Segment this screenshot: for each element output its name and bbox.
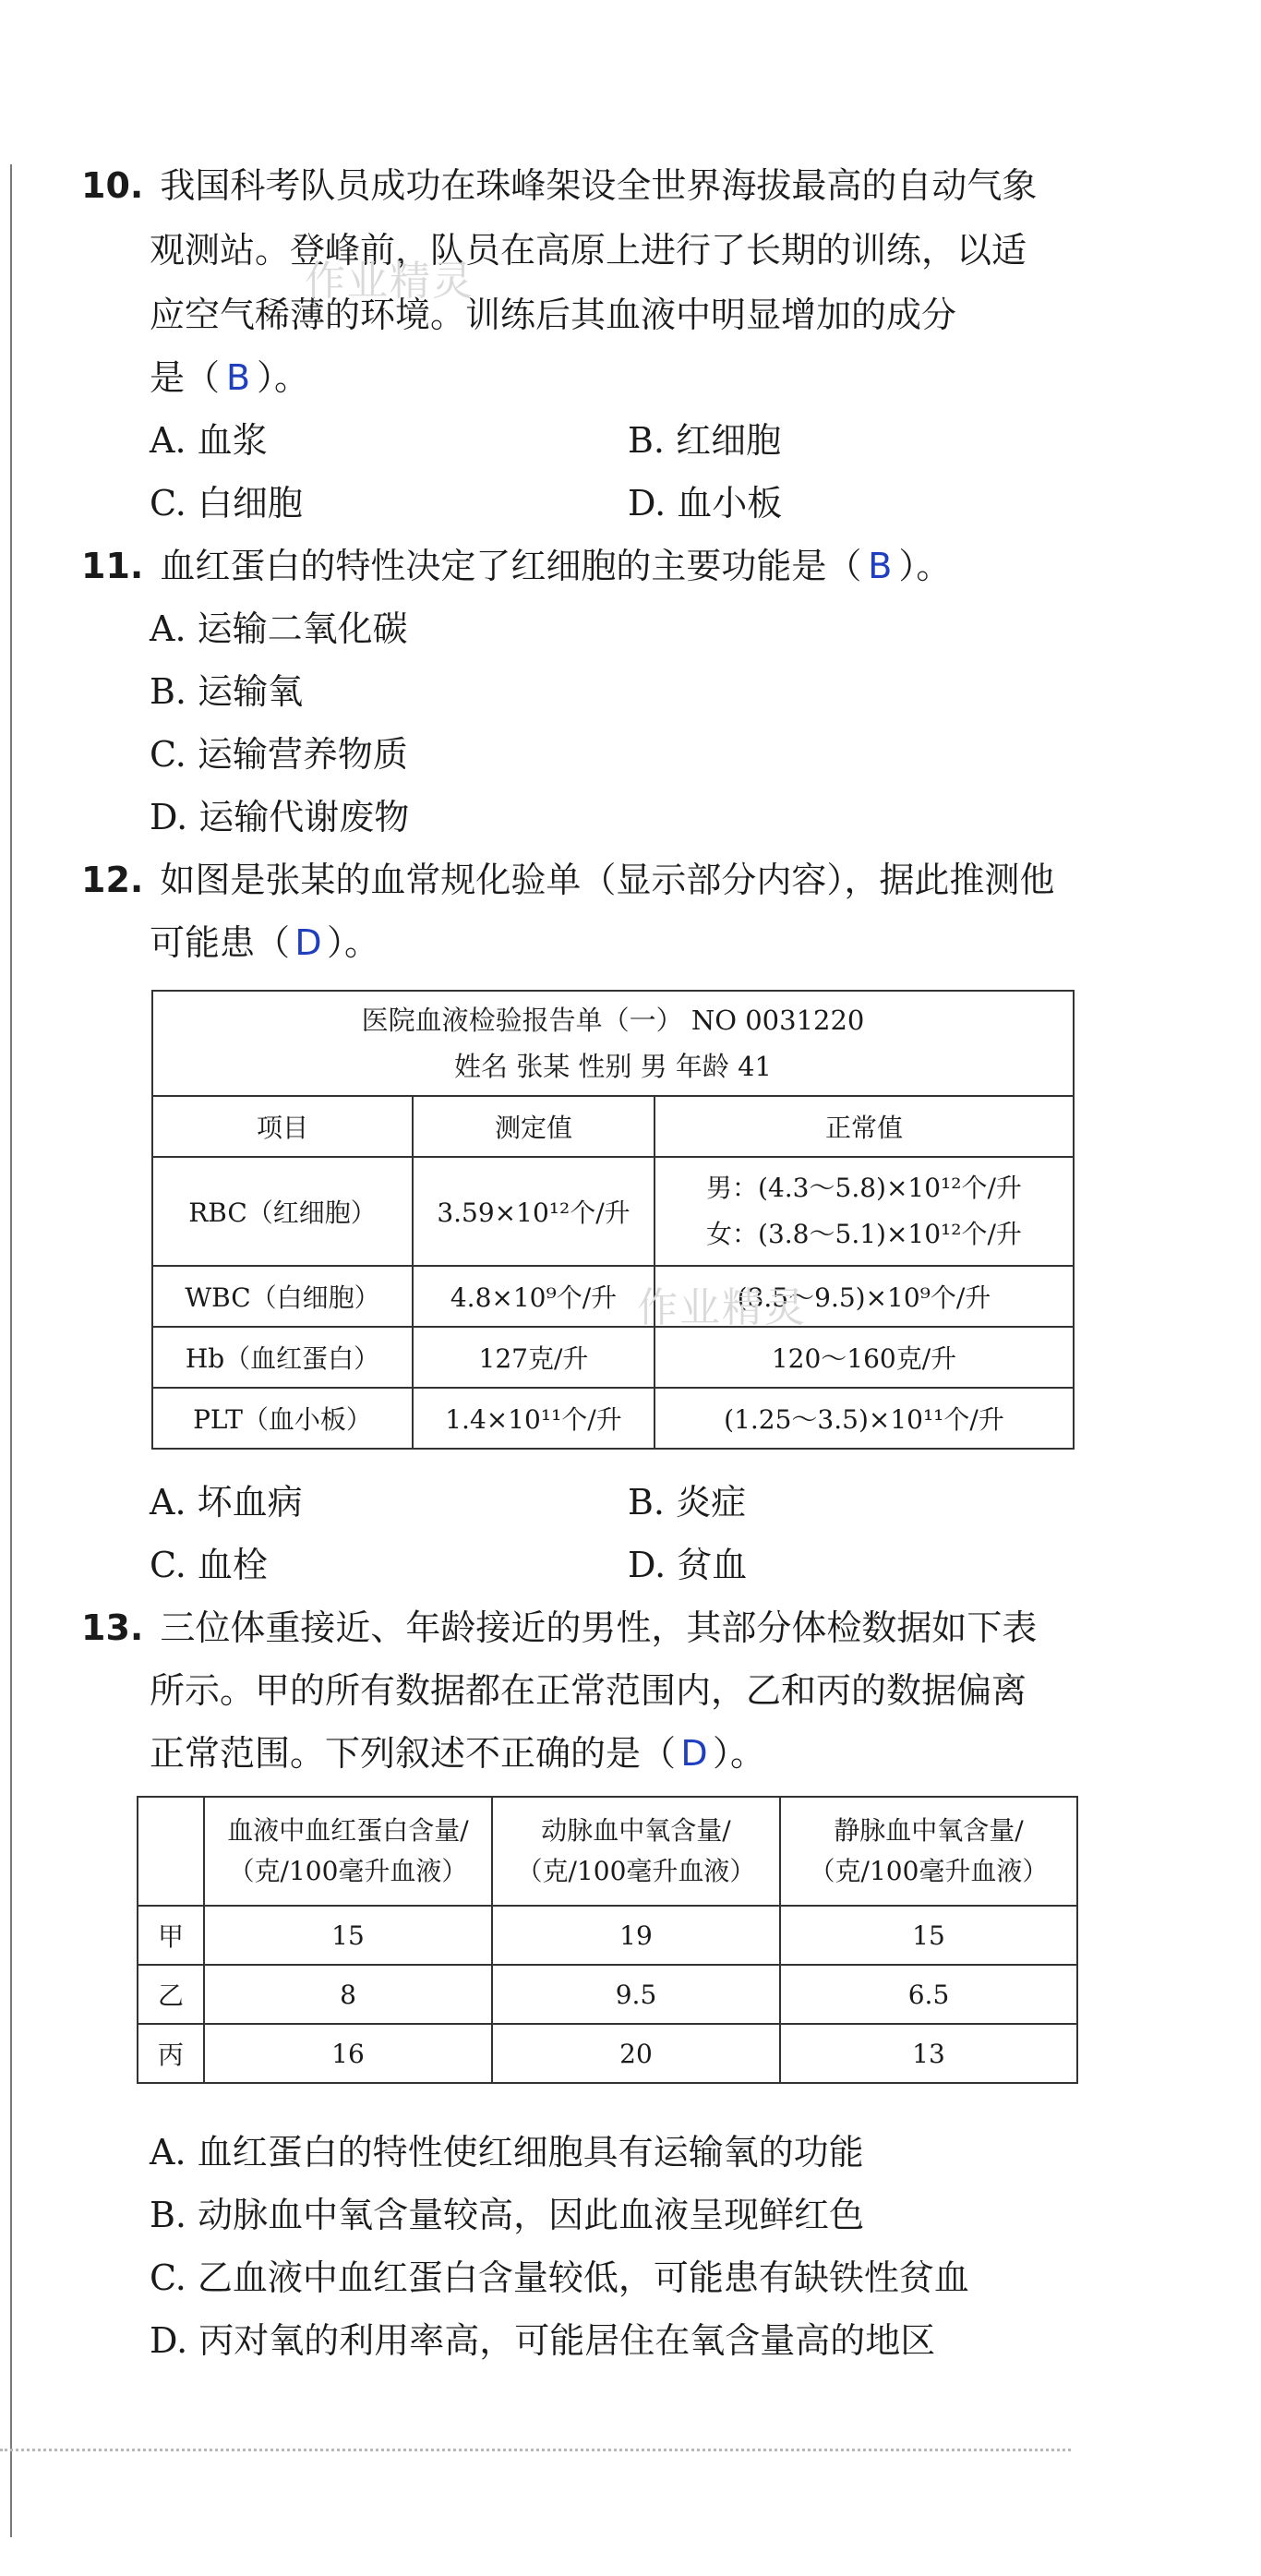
q13-option-d: D. 丙对氧的利用率高，可能居住在氧含量高的地区 (150, 2320, 936, 2361)
q10-number: 10. (81, 165, 144, 206)
q10-stem-end: 是（ B ）。 (150, 355, 309, 401)
q10-option-b: B. 红细胞 (628, 420, 782, 461)
report-header-value: 测定值 (413, 1096, 655, 1157)
q10-line-1 (81, 163, 1037, 209)
q12-stem-end: 可能患（ D ）。 (150, 920, 379, 966)
table-row: Hb（血红蛋白） 127克/升 120～160克/升 (152, 1327, 1074, 1388)
q10-text-1: 我国科考队员成功在珠峰架设全世界海拔最高的自动气象 (160, 165, 1038, 206)
q13-option-b: B. 动脉血中氧含量较高，因此血液呈现鲜红色 (150, 2195, 865, 2235)
q13-option-a: A. 血红蛋白的特性使红细胞具有运输氧的功能 (150, 2132, 864, 2173)
q13-answer: D (680, 1733, 708, 1774)
q10-text-3: 应空气稀薄的环境。训练后其血液中明显增加的成分 (150, 295, 957, 335)
q11-answer: B (868, 546, 893, 586)
q11-number: 11. (81, 546, 144, 586)
q13-text-2: 所示。甲的所有数据都在正常范围内，乙和丙的数据偏离 (150, 1670, 1027, 1711)
q11-option-b: B. 运输氧 (150, 671, 304, 712)
report-header-normal: 正常值 (655, 1096, 1074, 1157)
q12-option-b: B. 炎症 (628, 1482, 747, 1523)
health-data-table (137, 1796, 1078, 2084)
table-row: 丙 16 20 13 (138, 2024, 1077, 2083)
corner-cell (138, 1797, 204, 1906)
q13-line-1: 13. 三位体重接近、年龄接近的男性，其部分体检数据如下表 (81, 1607, 1038, 1648)
q11-line-1: 11. 血红蛋白的特性决定了红细胞的主要功能是（ B ）。 (81, 543, 951, 589)
table-row: RBC（红细胞） 3.59×10¹²个/升 男：(4.3～5.8)×10¹²个/升 女：(3.8～5.1)×10¹²个/升 (152, 1157, 1074, 1266)
bottom-divider (0, 2449, 1071, 2451)
q10-option-c: C. 白细胞 (150, 483, 303, 524)
q13-number: 13. (81, 1607, 144, 1648)
q12-answer: D (294, 922, 322, 963)
report-header-item: 项目 (152, 1096, 413, 1157)
header-venous-oxygen: 静脉血中氧含量/ （克/100毫升血液） (780, 1797, 1077, 1906)
table-row: 乙 8 9.5 6.5 (138, 1965, 1077, 2024)
table-row: PLT（血小板） 1.4×10¹¹个/升 (1.25～3.5)×10¹¹个/升 (152, 1388, 1074, 1449)
watermark-2: 作业精灵 (637, 1284, 807, 1331)
header-arterial-oxygen: 动脉血中氧含量/ （克/100毫升血液） (492, 1797, 780, 1906)
table-row: 甲 15 19 15 (138, 1906, 1077, 1965)
q12-option-a: A. 坏血病 (150, 1482, 303, 1523)
q12-number: 12. (81, 860, 144, 900)
q13-option-c: C. 乙血液中血红蛋白含量较低，可能患有缺铁性贫血 (150, 2257, 969, 2298)
blood-report-table (151, 990, 1075, 1450)
watermark-1: 作业精灵 (305, 258, 474, 305)
header-hemoglobin: 血液中血红蛋白含量/ （克/100毫升血液） (204, 1797, 492, 1906)
q13-stem-end: 正常范围。下列叙述不正确的是（ D ）。 (150, 1730, 765, 1776)
q10-text-2: 观测站。登峰前，队员在高原上进行了长期的训练，以适 (150, 230, 1027, 271)
q10-option-a: A. 血浆 (150, 420, 268, 461)
table-row: WBC（白细胞） 4.8×10⁹个/升 (3.5～9.5)×10⁹个/升 (152, 1266, 1074, 1327)
q12-option-c: C. 血栓 (150, 1545, 268, 1585)
q11-option-d: D. 运输代谢废物 (150, 797, 410, 837)
q11-option-a: A. 运输二氧化碳 (150, 608, 408, 649)
report-title: 医院血液检验报告单（一） NO 0031220 姓名 张某 性别 男 年龄 41 (152, 991, 1074, 1096)
q12-option-d: D. 贫血 (628, 1545, 748, 1585)
q10-option-d: D. 血小板 (628, 483, 783, 524)
q11-option-c: C. 运输营养物质 (150, 734, 408, 775)
q12-line-1: 12. 如图是张某的血常规化验单（显示部分内容），据此推测他 (81, 860, 1055, 900)
left-margin-rule (10, 164, 12, 2537)
q10-answer: B (225, 357, 251, 398)
